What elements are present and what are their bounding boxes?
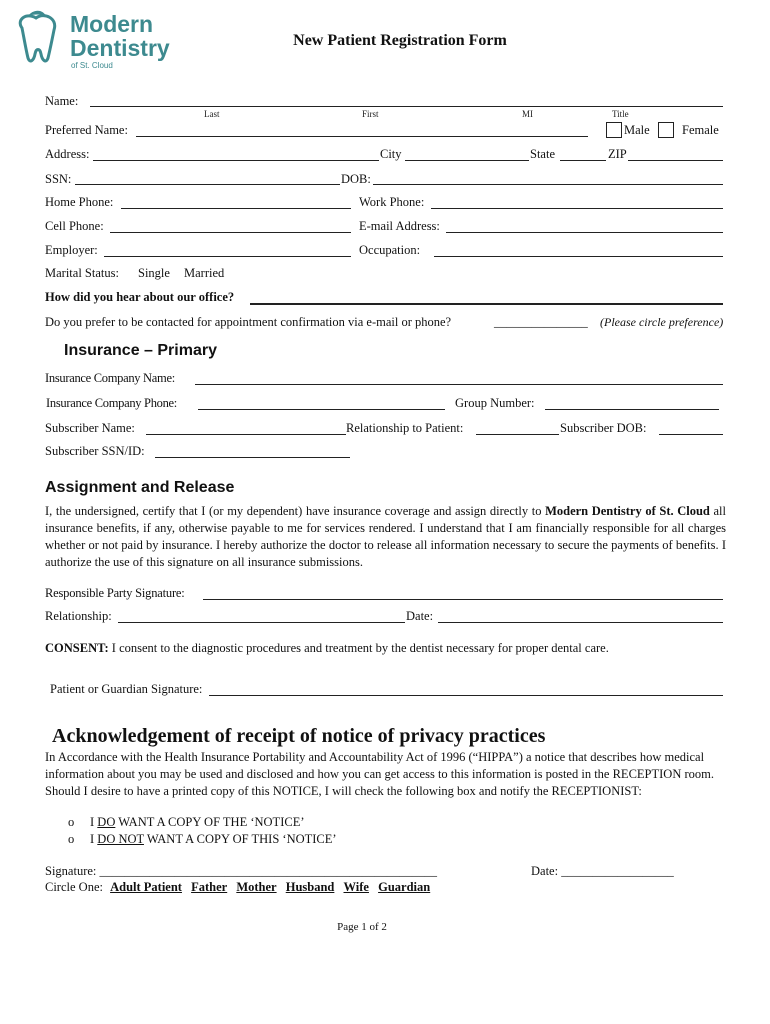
marital-status-label: Marital Status: (45, 266, 119, 280)
contact-preference-question: Do you prefer to be contacted for appointment confirmation via e-mail or phone? (45, 315, 452, 329)
assignment-paragraph (45, 503, 726, 571)
privacy-option-do[interactable] (68, 815, 305, 830)
bullet-icon: o (68, 832, 75, 846)
subscriber-dob-input[interactable] (659, 434, 723, 435)
city-input[interactable] (405, 160, 529, 161)
subscriber-ssn-input[interactable] (155, 457, 350, 458)
ssn-input[interactable] (75, 184, 340, 185)
consent-text: I consent to the diagnostic procedures and treatment by the dentist necessary for proper dental care. (108, 641, 609, 655)
insurance-company-name-input[interactable] (195, 384, 723, 385)
relationship-input[interactable] (118, 622, 405, 623)
occupation-input[interactable] (434, 256, 723, 257)
contact-preference-blank[interactable]: _______________ (494, 315, 588, 329)
cell-phone-label: Cell Phone: (45, 219, 104, 233)
cell-phone-input[interactable] (110, 232, 351, 233)
consent-statement (45, 641, 609, 656)
option-adult-patient[interactable]: Adult Patient (110, 880, 182, 894)
relationship-to-patient-label: Relationship to Patient: (346, 421, 464, 435)
privacy-signature-line[interactable]: Signature: ______________________________________________________ (45, 864, 438, 878)
bullet-icon: o (68, 815, 75, 829)
group-number-input[interactable] (545, 409, 719, 410)
insurance-company-phone-input[interactable] (198, 409, 445, 410)
occupation-label: Occupation: (359, 243, 421, 257)
assignment-text-after: all insurance benefits, if any, otherwise payable to me for services rendered. I understand that I am financially responsible for all charges whether or not paid by insurance. I hereby authorize the doctor to release all information necessary to secure the payments of benefits. I authorize the use of this signature on all insurance submissions. (45, 504, 726, 569)
assignment-heading: Assignment and Release (45, 479, 235, 496)
logo-line-modern: Modern (70, 11, 154, 37)
guardian-signature-input[interactable] (209, 695, 723, 696)
assignment-date-label: Date: (406, 609, 434, 623)
home-phone-input[interactable] (121, 208, 351, 209)
work-phone-label: Work Phone: (359, 195, 425, 209)
city-label: City (380, 147, 402, 161)
name-sub-mi: MI (522, 109, 533, 119)
insurance-company-phone-label: Insurance Company Phone: (46, 396, 177, 410)
relationship-label: Relationship: (45, 609, 112, 623)
name-sub-title: Title (612, 109, 629, 119)
circle-one-label: Circle One: (45, 880, 103, 894)
dob-label: DOB: (341, 172, 371, 186)
subscriber-dob-label: Subscriber DOB: (560, 421, 647, 435)
subscriber-ssn-label: Subscriber SSN/ID: (45, 444, 145, 458)
contact-preference-note: (Please circle preference) (600, 315, 724, 329)
option-do-suffix: WANT A COPY OF THE ‘NOTICE’ (115, 815, 305, 829)
name-label: Name: (45, 94, 79, 108)
employer-input[interactable] (104, 256, 351, 257)
preferred-name-input[interactable] (136, 136, 588, 137)
form-title: New Patient Registration Form (293, 32, 507, 49)
option-mother[interactable]: Mother (236, 880, 277, 894)
assignment-date-input[interactable] (438, 622, 723, 623)
option-wife[interactable]: Wife (343, 880, 369, 894)
option-do-not-prefix: I (90, 832, 98, 846)
state-label: State (530, 147, 555, 161)
group-number-label: Group Number: (455, 396, 535, 410)
ssn-label: SSN: (45, 172, 72, 186)
email-label: E-mail Address: (359, 219, 440, 233)
referral-input[interactable] (250, 303, 723, 305)
responsible-party-signature-label: Responsible Party Signature: (45, 586, 185, 600)
option-do-prefix: I (90, 815, 98, 829)
subscriber-name-label: Subscriber Name: (45, 421, 135, 435)
insurance-heading: Insurance – Primary (64, 342, 217, 359)
employer-label: Employer: (45, 243, 98, 257)
page-number: Page 1 of 2 (337, 921, 387, 933)
option-husband[interactable]: Husband (285, 880, 335, 894)
referral-label: How did you hear about our office? (45, 290, 235, 304)
option-guardian[interactable]: Guardian (378, 880, 431, 894)
assignment-practice-name: Modern Dentistry of St. Cloud (545, 504, 710, 518)
zip-input[interactable] (628, 160, 723, 161)
circle-one-row (45, 880, 430, 895)
zip-label: ZIP (608, 147, 627, 161)
relationship-to-patient-input[interactable] (476, 434, 559, 435)
dob-input[interactable] (373, 184, 723, 185)
name-sub-first: First (362, 109, 379, 119)
name-sub-last: Last (204, 109, 220, 119)
address-input[interactable] (93, 160, 379, 161)
home-phone-label: Home Phone: (45, 195, 114, 209)
name-input[interactable] (90, 106, 723, 107)
assignment-text-before: I, the undersigned, certify that I (or my dependent) have insurance coverage and assign directly to (45, 504, 546, 518)
male-label: Male (624, 123, 650, 137)
preferred-name-label: Preferred Name: (45, 123, 128, 137)
marital-married[interactable]: Married (184, 266, 225, 280)
option-do-not-emphasis: DO NOT (97, 832, 144, 846)
state-input[interactable] (560, 160, 606, 161)
guardian-signature-label: Patient or Guardian Signature: (50, 682, 203, 696)
male-checkbox[interactable] (606, 122, 622, 138)
privacy-body: In Accordance with the Health Insurance Portability and Accountability Act of 1996 (“HIPPA”) a notice that describes how medical information about you may be used and disclosed and how you can get access to this information is posted in the RECEPTION room. Should I desire to have a printed copy of this NOTICE, I will check the following box and notify the RECEPTIONIST: (45, 750, 714, 798)
female-checkbox[interactable] (658, 122, 674, 138)
female-label: Female (682, 123, 719, 137)
responsible-party-signature-input[interactable] (203, 599, 723, 600)
option-do-not-suffix: WANT A COPY OF THIS ‘NOTICE’ (143, 832, 337, 846)
option-do-emphasis: DO (97, 815, 116, 829)
marital-single[interactable]: Single (138, 266, 170, 280)
insurance-company-name-label: Insurance Company Name: (45, 371, 175, 385)
privacy-heading: Acknowledgement of receipt of notice of privacy practices (52, 725, 546, 747)
work-phone-input[interactable] (431, 208, 723, 209)
subscriber-name-input[interactable] (146, 434, 346, 435)
privacy-option-do-not[interactable] (68, 832, 337, 847)
logo-line-location: of St. Cloud (71, 61, 113, 70)
email-input[interactable] (446, 232, 723, 233)
consent-label: CONSENT: (45, 641, 109, 655)
privacy-date-line[interactable]: Date: __________________ (531, 864, 674, 878)
option-father[interactable]: Father (191, 880, 228, 894)
logo-line-dentistry: Dentistry (70, 35, 170, 61)
address-label: Address: (45, 147, 90, 161)
